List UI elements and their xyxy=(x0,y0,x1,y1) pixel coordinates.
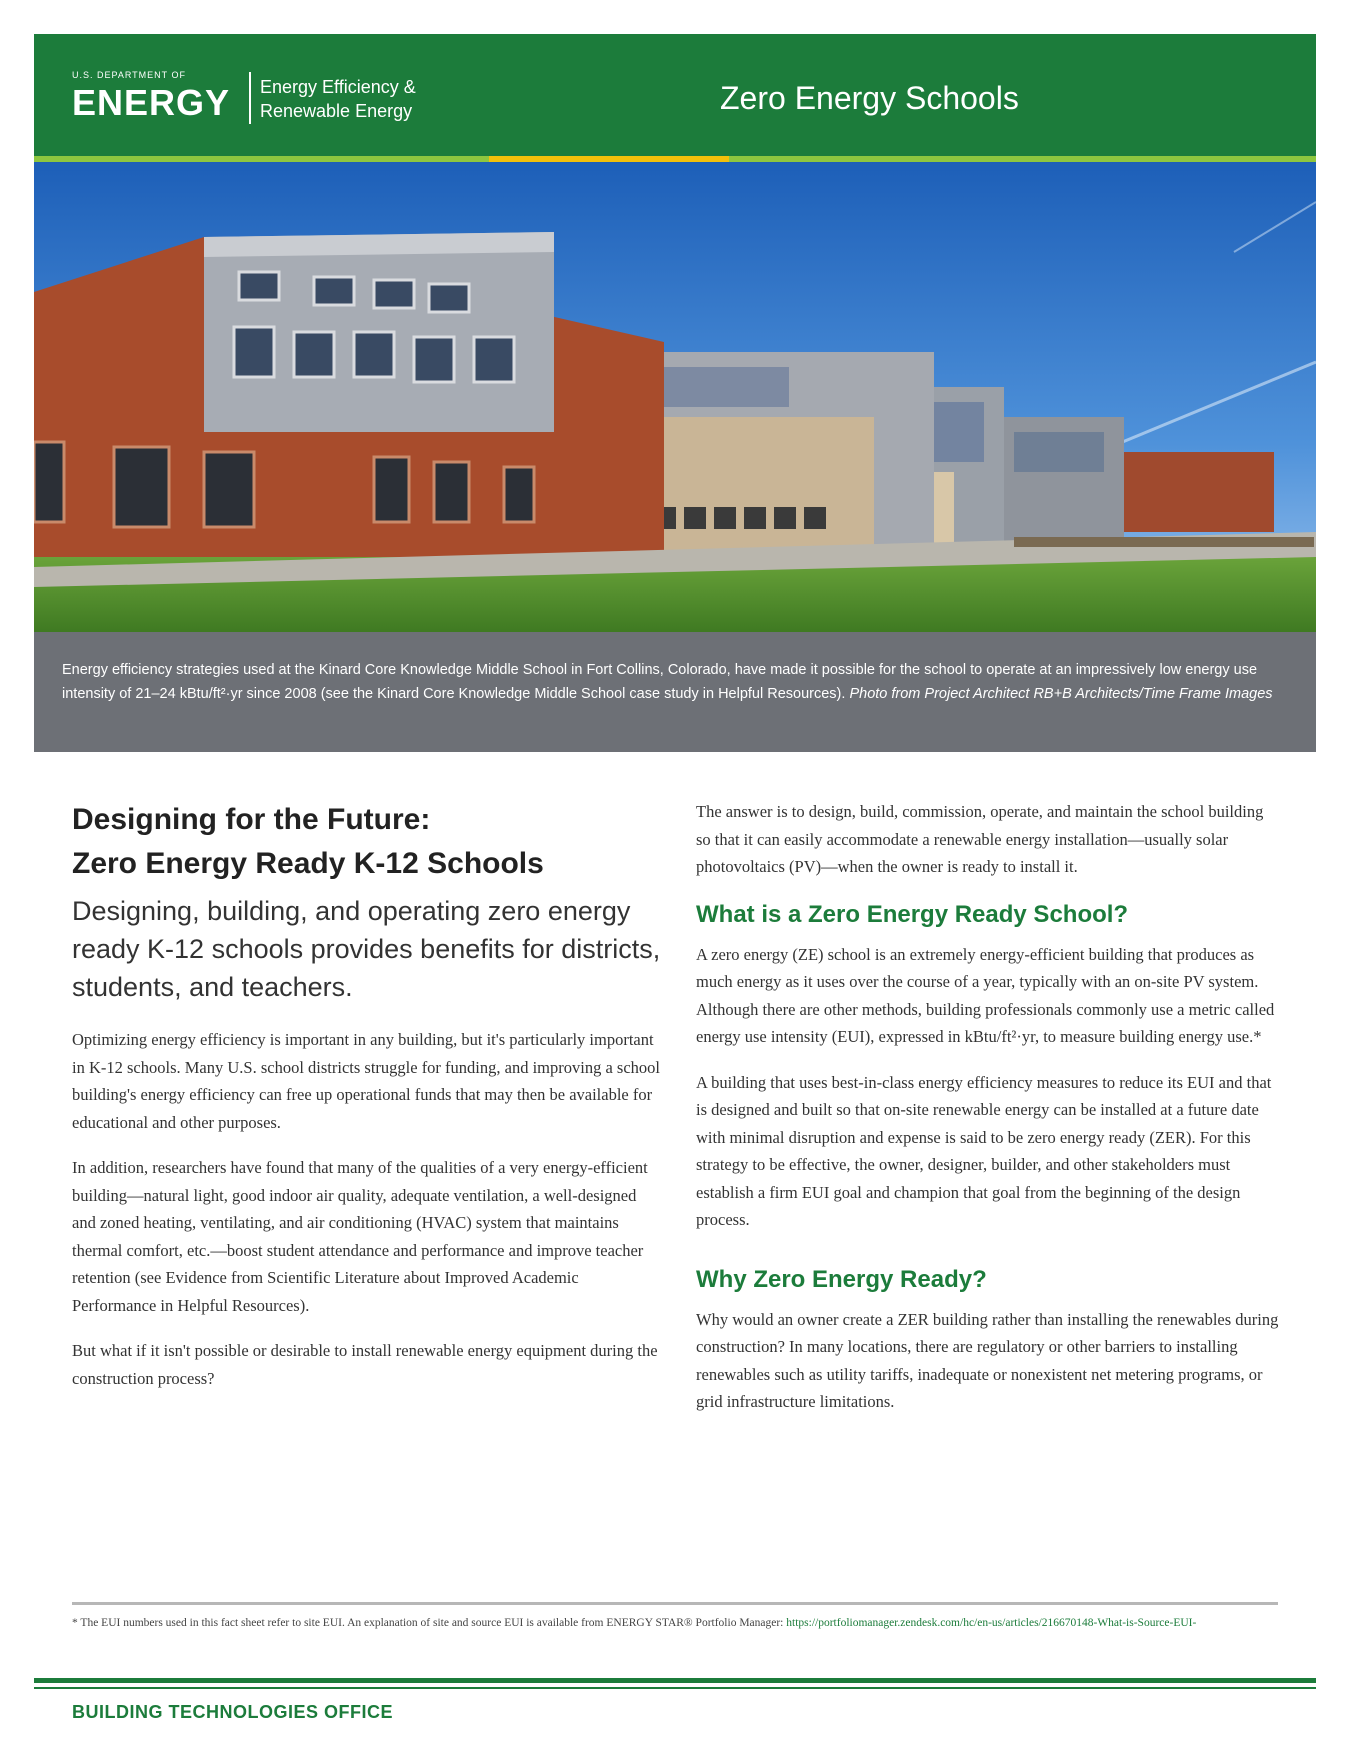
footnote xyxy=(72,1614,1278,1633)
series-title: Zero Energy Schools xyxy=(720,80,1019,116)
logo-energy: ENERGY xyxy=(72,82,231,123)
answer-paragraph: The answer is to design, build, commission, operate, and maintain the school building so that it can easily accommodate a renewable energy installation—usually solar photovoltaics (PV)—when the owner is ready to install it. xyxy=(696,802,1264,876)
footer-rule xyxy=(34,1678,1316,1683)
school-photo xyxy=(34,162,1316,632)
footnote-text: * The EUI numbers used in this fact sheet refer to site EUI. An explanation of site and source EUI is available from ENERGY STAR® Portfolio Manager: xyxy=(72,1617,784,1629)
intro-paragraph-1: Optimizing energy efficiency is important in any building, but it's particularly important in K-12 schools. Many U.S. school districts struggle for funding, and improving a school building's energy efficiency can free up operational funds that may then be available for educational and other purposes. xyxy=(72,1030,660,1132)
logo-divider xyxy=(249,72,251,124)
logo-department: U.S. DEPARTMENT OF xyxy=(72,70,187,80)
right-column xyxy=(696,798,1282,1434)
section-heading-zer-school: What is a Zero Energy Ready School? xyxy=(696,900,1129,928)
school-building-image xyxy=(34,162,1316,632)
lead-paragraph: Designing, building, and operating zero energy ready K-12 schools provides benefits for districts, students, and teachers. xyxy=(72,896,661,1002)
page-title xyxy=(72,798,662,886)
left-column xyxy=(72,798,662,1410)
title-line-1: Designing for the Future: xyxy=(72,803,431,836)
logo-office-line1: Energy Efficiency & xyxy=(260,77,416,97)
caption-credit: Photo from Project Architect RB+B Architects/Time Frame Images xyxy=(849,686,1273,702)
footer-rule-thin xyxy=(34,1687,1316,1689)
footer-office-name: BUILDING TECHNOLOGIES OFFICE xyxy=(72,1702,394,1722)
title-line-2: Zero Energy Ready K-12 Schools xyxy=(72,847,544,880)
intro-paragraph-2: In addition, researchers have found that many of the qualities of a very energy-efficient building—natural light, good indoor air quality, adequate ventilation, a well-designed and zoned heating, ventilating, and air conditioning (HVAC) system that maintains thermal comfort, etc.—boost student attendance and performance and improve teacher retention (see Evidence from Scientific Literature about Improved Academic Performance in Helpful Resources). xyxy=(72,1158,648,1315)
intro-paragraph-3: But what if it isn't possible or desirable to install renewable energy equipment during the construction process? xyxy=(72,1341,658,1388)
ze-definition-paragraph: A zero energy (ZE) school is an extremely energy-efficient building that produces as much energy as it uses over the course of a year, typically with an on-site PV system. Although there are other methods, building professionals commonly use a metric called energy use intensity (EUI), expressed in kBtu/ft²·yr, to measure building energy use.* xyxy=(696,944,1275,1046)
photo-caption xyxy=(34,632,1316,752)
caption-text: Energy efficiency strategies used at the Kinard Core Knowledge Middle School in Fort Collins, Colorado, have made it possible for the school to operate at an impressively low energy use intensity of 21–24 kBtu/ft²·yr since 2008 (see the Kinard Core Knowledge Middle School case study in Helpful Resources). xyxy=(62,662,1258,702)
logo-office-line2: Renewable Energy xyxy=(260,101,413,121)
section-heading-why-zer: Why Zero Energy Ready? xyxy=(696,1265,987,1293)
why-zer-paragraph: Why would an owner create a ZER building rather than installing the renewables during construction? In many locations, there are regulatory or other barriers to installing renewables such as utility tariffs, inadequate or nonexistent net metering programs, or grid infrastructure limitations. xyxy=(696,1309,1279,1411)
zer-definition-paragraph: A building that uses best-in-class energy efficiency measures to reduce its EUI and that is designed and built so that on-site renewable energy can be installed at a future date with minimal disruption and expense is said to be zero energy ready (ZER). For this strategy to be effective, the owner, designer, builder, and other stakeholders must establish a firm EUI goal and champion that goal from the beginning of the design process. xyxy=(696,1072,1272,1229)
footnote-divider xyxy=(72,1602,1278,1605)
header-banner xyxy=(34,34,1316,156)
footnote-link[interactable]: https://portfoliomanager.zendesk.com/hc/en-us/articles/216670148-What-is-Source-EUI- xyxy=(786,1617,1197,1629)
